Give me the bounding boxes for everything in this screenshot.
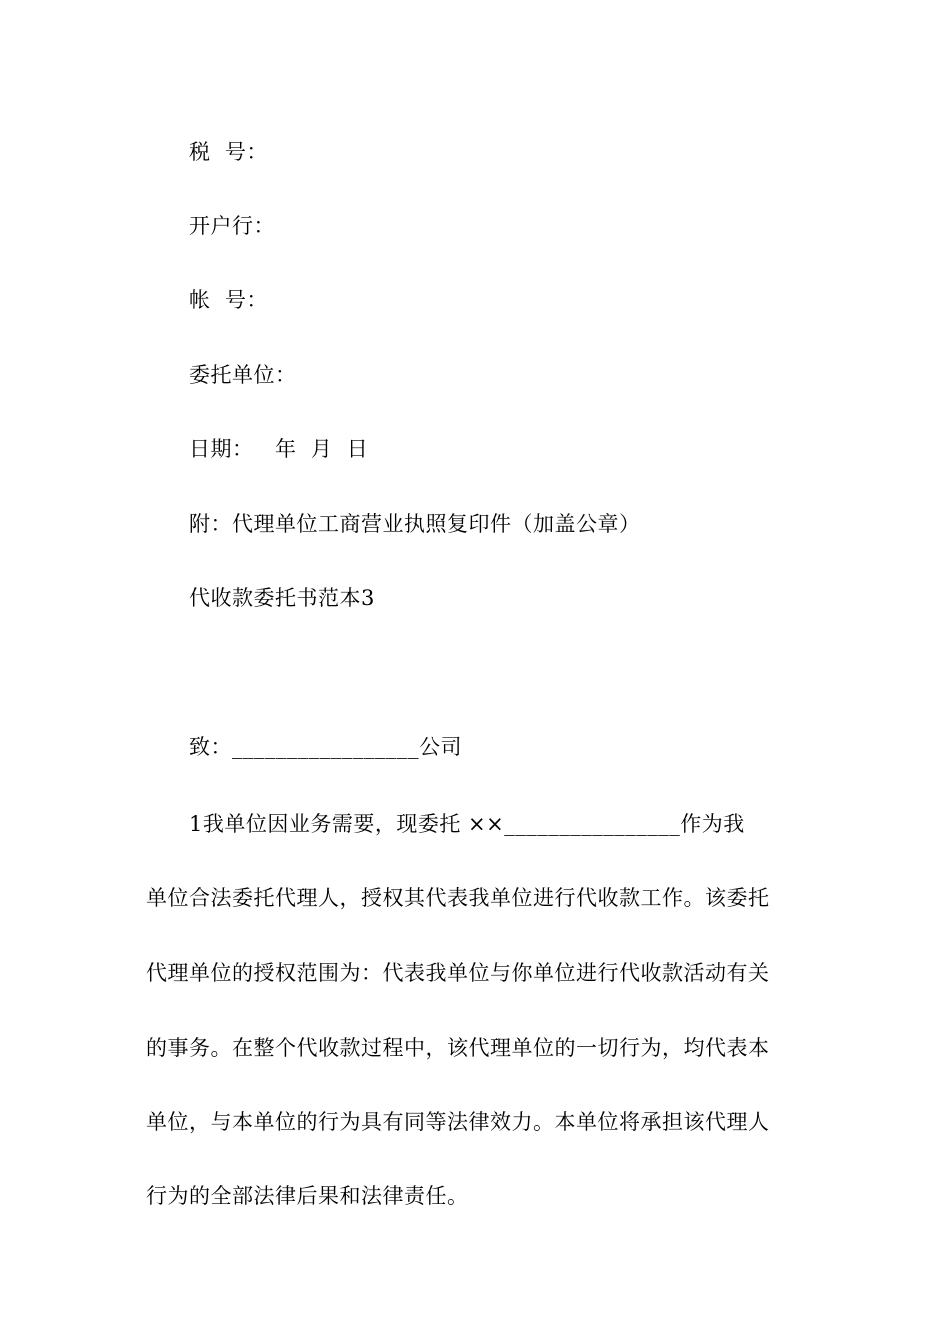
principal-line: 委托单位： bbox=[189, 363, 297, 387]
sample-title: 代收款委托书范本3 bbox=[189, 586, 375, 610]
addressee-line: 致：_________________公司 bbox=[189, 735, 462, 759]
date-line: 日期： 年 月 日 bbox=[189, 437, 369, 461]
paragraph-line-2: 单位合法委托代理人，授权其代表我单位进行代收款工作。该委托 bbox=[146, 886, 770, 910]
tax-number-line: 税 号： bbox=[189, 140, 268, 164]
paragraph-line-3: 代理单位的授权范围为：代表我单位与你单位进行代收款活动有关 bbox=[146, 961, 770, 985]
paragraph-line-1: 1我单位因业务需要，现委托 ××________________作为我 bbox=[189, 812, 745, 836]
attachment-line: 附：代理单位工商营业执照复印件（加盖公章） bbox=[189, 512, 641, 536]
paragraph-line-4: 的事务。在整个代收款过程中，该代理单位的一切行为，均代表本 bbox=[146, 1036, 770, 1060]
paragraph-line-5: 单位，与本单位的行为具有同等法律效力。本单位将承担该代理人 bbox=[146, 1110, 770, 1134]
bank-line: 开户行： bbox=[189, 214, 275, 238]
account-line: 帐 号： bbox=[189, 288, 268, 312]
paragraph-line-6: 行为的全部法律后果和法律责任。 bbox=[146, 1184, 469, 1208]
